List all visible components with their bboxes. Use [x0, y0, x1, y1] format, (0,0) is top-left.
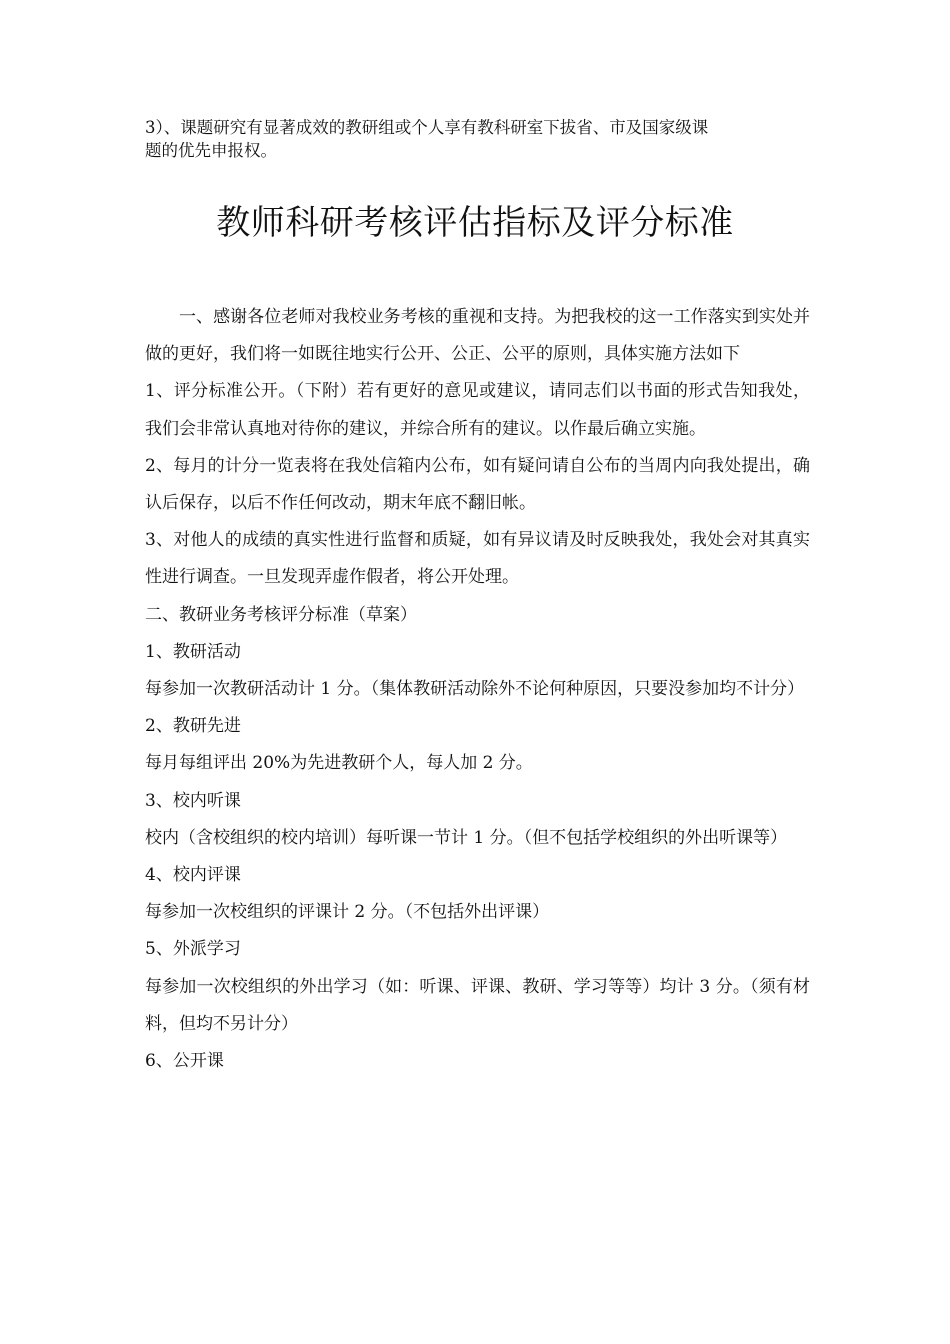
paragraph-rule-3: 3、对他人的成绩的真实性进行监督和质疑，如有异议请及时反映我处，我处会对其真实性进行调查。一旦发现弄虚作假者，将公开处理。: [145, 530, 810, 588]
section-heading-2: 二、教研业务考核评分标准（草案）: [145, 604, 417, 625]
document-body: [145, 299, 810, 1080]
item-heading-6: 6、公开课: [145, 1051, 224, 1072]
paragraph-intro: 一、感谢各位老师对我校业务考核的重视和支持。为把我校的这一工作落实到实处并做的更好，我们将一如既往地实行公开、公正、公平的原则，具体实施方法如下: [145, 307, 810, 365]
intro-note: [145, 116, 810, 162]
item-heading-2: 2、教研先进: [145, 716, 241, 737]
paragraph-rule-2: 2、每月的计分一览表将在我处信箱内公布，如有疑问请自公布的当周内向我处提出，确认后保存，以后不作任何改动，期末年底不翻旧帐。: [145, 455, 810, 514]
item-detail-3: 校内（含校组织的校内培训）每听课一节计 1 分。（但不包括学校组织的外出听课等）: [145, 827, 788, 848]
item-detail-4: 每参加一次校组织的评课计 2 分。（不包括外出评课）: [145, 902, 550, 923]
intro-line-2: 题的优先申报权。: [145, 141, 277, 160]
item-detail-1: 每参加一次教研活动计 1 分。（集体教研活动除外不论何种原因，只要没参加均不计分）: [145, 679, 805, 700]
paragraph-rule-1: 1、评分标准公开。（下附）若有更好的意见或建议，请同志们以书面的形式告知我处，我们会非常认真地对待你的建议，并综合所有的建议。以作最后确立实施。: [145, 381, 810, 439]
item-heading-1: 1、教研活动: [145, 641, 241, 662]
intro-line-1: 3）、课题研究有显著成效的教研组或个人享有教科研室下拔省、市及国家级课: [145, 118, 709, 137]
item-detail-2: 每月每组评出 20%为先进教研个人，每人加 2 分。: [145, 753, 533, 774]
item-detail-5: 每参加一次校组织的外出学习（如：听课、评课、教研、学习等等）均计 3 分。（须有材料，但均不另计分）: [145, 976, 810, 1034]
item-heading-3: 3、校内听课: [145, 790, 241, 811]
item-heading-4: 4、校内评课: [145, 865, 241, 886]
document-title: 教师科研考核评估指标及评分标准: [216, 203, 734, 243]
item-heading-5: 5、外派学习: [145, 939, 241, 960]
